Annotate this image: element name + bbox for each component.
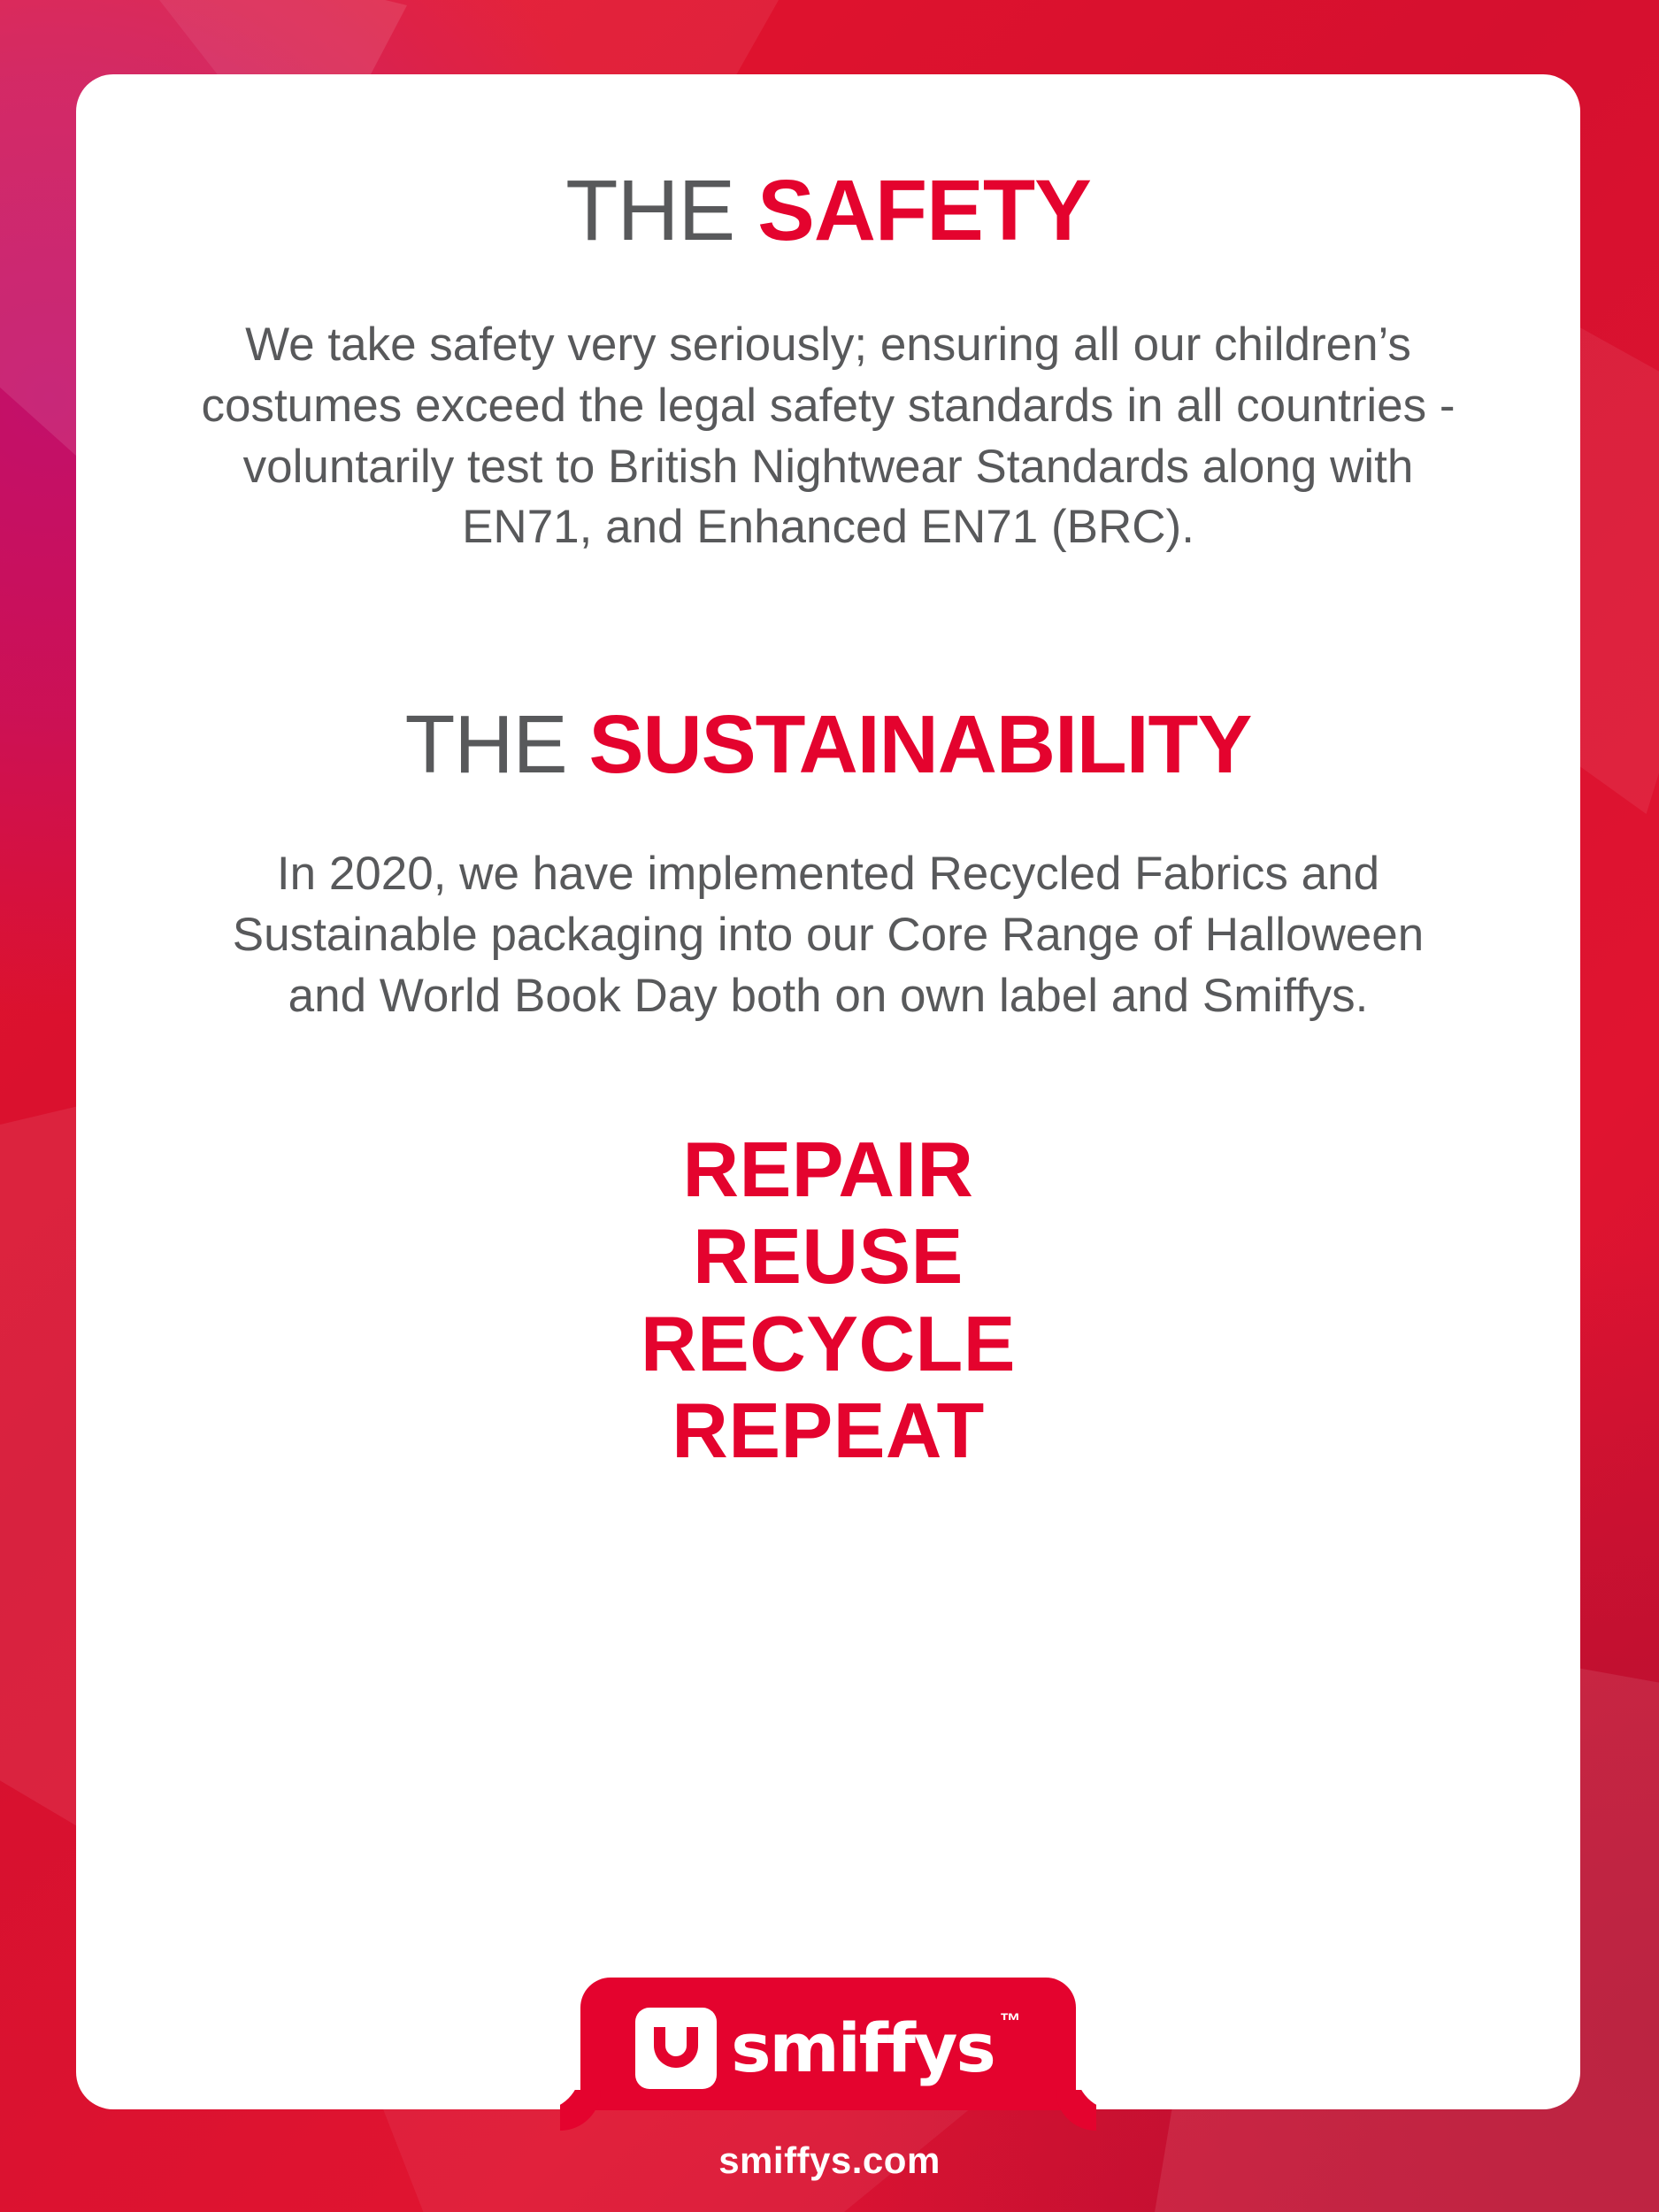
- slogan-line-repeat: REPEAT: [672, 1386, 985, 1475]
- sustainability-heading: [161, 698, 1495, 791]
- slogan-line-recycle: RECYCLE: [641, 1299, 1016, 1387]
- brand-wordmark: smiffys: [731, 2008, 995, 2087]
- slogan-block: [161, 1126, 1495, 1475]
- sustainability-heading-prefix: THE: [404, 698, 589, 791]
- smile-icon: [635, 2008, 717, 2089]
- safety-heading: [161, 162, 1495, 258]
- slogan-line-reuse: REUSE: [693, 1212, 964, 1301]
- safety-heading-prefix: THE: [565, 162, 758, 258]
- website-url: smiffys.com: [718, 2139, 941, 2181]
- content-card: [76, 74, 1580, 2109]
- slogan-line-repair: REPAIR: [682, 1125, 974, 1213]
- logo-tab: [580, 1978, 1076, 2110]
- safety-body-text: We take safety very seriously; ensuring all our children’s costumes exceed the legal safety standards in all countries - voluntarily test to British Nightwear Standards along with EN71, and Enhanced EN71 (BRC).: [201, 318, 1455, 554]
- safety-heading-emphasis: SAFETY: [757, 162, 1091, 258]
- sustainability-heading-emphasis: SUSTAINABILITY: [588, 698, 1252, 791]
- brand-logo: [580, 2008, 1076, 2089]
- sustainability-body-text: In 2020, we have implemented Recycled Fabrics and Sustainable packaging into our Core Range of Halloween and World Book Day both on own label and Smiffys.: [232, 848, 1425, 1022]
- trademark-symbol: ™: [999, 2009, 1021, 2033]
- section-spacer: [161, 558, 1495, 700]
